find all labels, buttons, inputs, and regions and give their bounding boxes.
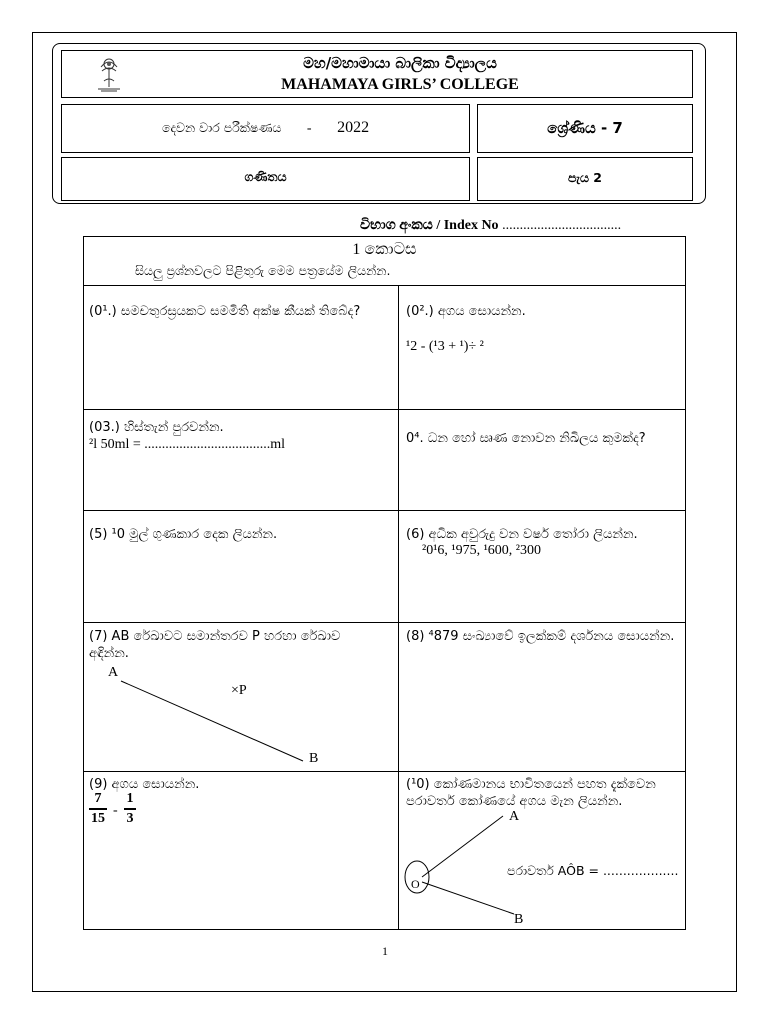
- question-8: (8) ⁴879 සංඛ්‍යාවේ ඉලක්කම් දර්ශනය සොයන්න.: [406, 629, 675, 644]
- fraction-1-3: [124, 791, 136, 827]
- q9-minus: -: [113, 803, 118, 818]
- question-5: (5) ¹0 මුල් ගුණකාර දෙක ලියන්න.: [89, 527, 278, 542]
- index-number-line: [360, 218, 621, 234]
- fraction-bar: [89, 808, 107, 810]
- subject-label: ගණිතය: [244, 169, 287, 184]
- school-crest-icon: [92, 55, 126, 93]
- exam-year: 2022: [337, 119, 370, 136]
- index-label: විභාග අංකය / Index No: [360, 218, 499, 233]
- q7-point-b-label: B: [309, 751, 319, 766]
- question-3-expression: ²l 50ml = ....................................ml: [89, 437, 286, 452]
- question-1: (0¹.) සමචතුරස්‍රයකට සමමිති අක්ෂ කීයක් තිබේද?: [89, 304, 361, 319]
- fraction-7-15: [89, 791, 107, 827]
- school-name-sinhala: මහ/මහාමායා බාලිකා විද්‍යාලය: [303, 54, 497, 72]
- q7-line-ab: [83, 622, 398, 771]
- fraction-denominator: 15: [91, 810, 105, 826]
- exam-title: [61, 119, 470, 137]
- grid-divider: [83, 510, 686, 511]
- fraction-bar: [124, 808, 136, 810]
- hours-label: පැය 2: [568, 170, 602, 185]
- grid-divider: [83, 285, 686, 286]
- exam-dash: -: [306, 121, 312, 136]
- q10-answer-line: පරාවර්ත AÔB = ...................: [507, 863, 679, 878]
- fraction-numerator: 1: [126, 791, 134, 806]
- fraction-numerator: 7: [94, 791, 102, 806]
- question-2-expression: ¹2 - (¹3 + ¹)÷ ²: [406, 339, 484, 354]
- question-6: (6) අධික අවුරුදු වන වර්ෂ තෝරා ලියන්න.: [406, 527, 638, 542]
- index-dots: ..................................: [502, 218, 622, 233]
- question-9: (9) අගය සොයන්න.: [89, 777, 200, 792]
- question-6-years: ²0¹6, ¹975, ¹600, ²300: [422, 543, 541, 558]
- q7-point-p-label: ×P: [231, 683, 247, 698]
- school-name-english: MAHAMAYA GIRLS’ COLLEGE: [281, 76, 519, 93]
- question-10: (¹0) කෝණමානය භාවිතයෙන් පහත දැක්වෙන පරාවර්ත කෝණයේ අගය මැන ලියන්න.: [406, 777, 656, 809]
- q10-point-o-label: O: [411, 877, 420, 891]
- page-number: 1: [382, 944, 388, 958]
- q10-point-b-label: B: [514, 912, 524, 927]
- question-3: (03.) හිස්තැන් පුරවන්න.: [89, 420, 224, 435]
- grid-divider: [83, 409, 686, 410]
- fraction-denominator: 3: [126, 810, 134, 826]
- grade-label: ශ්‍රේණිය - 7: [547, 119, 623, 137]
- q7-point-a-label: A: [108, 665, 119, 680]
- exam-name: දෙවන වාර පරීක්ෂණය: [161, 120, 282, 135]
- part-instruction: සියලු ප්‍රශ්නවලට පිළිතුරු මෙම පත්‍රයේම ලියන්න.: [135, 263, 391, 278]
- question-7: (7) AB රේඛාවට සමාන්තරව P හරහා රේඛාව අඳින්න.: [89, 629, 341, 661]
- question-2: (0².) අගය සොයන්න.: [406, 304, 526, 319]
- question-4: 0⁴. ධන හෝ ඍණ නොවන නිඛිලය කුමක්ද?: [406, 431, 646, 446]
- q10-reflex-angle-diagram: [398, 771, 686, 930]
- part-title: 1 කොටස: [352, 241, 417, 258]
- q10-point-a-label: A: [509, 809, 520, 824]
